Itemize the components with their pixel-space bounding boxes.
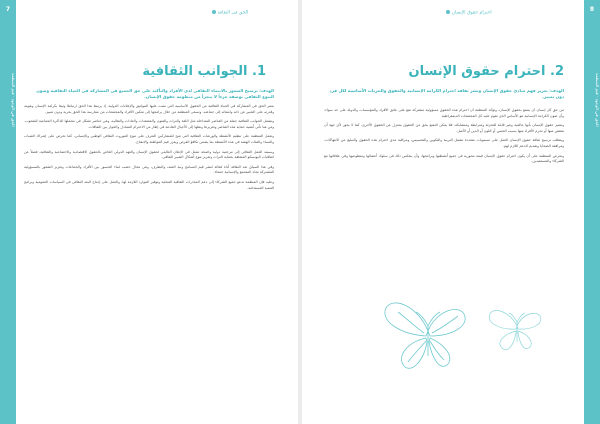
left-page-number: 7	[5, 6, 11, 13]
body-paragraph: وتشمل الجوانب الثقافية جملة من العناصر المتداخلة مثل اللغة والتراث والفنون والمعتقدات والعادات والتقاليد، وهي عناصر تشكل في مجملها الذاكرة الجماعية للشعوب. ومن هنا تأتي أهمية حماية هذه العناصر وتعزيزها ونقلها إلى الأجيال القادمة في إطار من الاحترام المتبادل والحوار بين الثقافات.	[24, 119, 274, 129]
right-body-text	[324, 108, 564, 278]
right-page-number: 8	[589, 6, 595, 13]
right-running-head	[444, 10, 492, 16]
right-side-band	[584, 0, 600, 424]
bullet-dot-icon	[212, 10, 216, 14]
body-paragraph: وفي هذا السياق تعد الثقافة أداة فعالة لنشر قيم التسامح ونبذ العنف والتطرف، وهي مجال خصب لبناء الجسور بين الأفراد والجماعات وتعزيز الشعور بالمسؤولية المشتركة تجاه المجتمع والإنسانية جمعاء.	[24, 164, 274, 175]
left-band-text: الحق في الوجود · قيم المنظمة	[11, 73, 16, 127]
left-page	[0, 0, 298, 424]
body-paragraph: ويتطلب ترسيخ ثقافة حقوق الإنسان العمل على مستويات متعددة تشمل التربية والتكوين والتحسيس، ومراقبة مدى احترام هذه الحقوق والتبليغ عن الانتهاكات، ومرافقة الضحايا وتقديم الدعم اللازم لهم.	[324, 138, 564, 148]
butterfly-small-icon	[486, 300, 548, 358]
left-running-head	[210, 10, 248, 16]
body-paragraph: وتحرص المنظمة على أن يكون احترام حقوق الإنسان قيمة محورية في جميع أنشطتها وبرامجها، وأن ينعكس ذلك في سلوك أعضائها ومتطوعيها وفي علاقاتها مع الشركاء والمستفيدين.	[324, 153, 564, 164]
right-running-head-label: احترام حقوق الإنسان	[451, 10, 492, 16]
body-paragraph: وعليه فإن المنظمة تدعو جميع الشركاء إلى دعم المبادرات الثقافية المحلية وتوفير الموارد اللازمة لها، والعمل على إدماج البعد الثقافي في السياسات العمومية وبرامج التنمية المستدامة.	[24, 179, 274, 190]
right-section-title: 2. احترام حقوق الإنسان	[408, 64, 564, 79]
body-paragraph: وتتميز حقوق الإنسان بأنها عالمية وغير قابلة للتجزئة ومترابطة ومتشابكة، فلا يمكن التمتع بحق من الحقوق بمعزل عن الحقوق الأخرى، كما لا يجوز لأي جهة أن تنتقص منها أو تحرم الأفراد منها بسبب الجنس أو اللون أو الدين أو الأصل.	[324, 123, 564, 133]
left-section-title: 1. الجوانب الثقافية	[142, 64, 266, 79]
right-band-text: الحق في الوجود · قيم المنظمة	[595, 73, 600, 127]
left-lead-paragraph: الهدف: ترسيخ الشعور بالانتماء الثقافي لدى الأفراد والتأكيد على حق الجميع في المشاركة في الحياة الثقافية وصون التنوع الثقافي بوصفه جزءاً لا يتجزأ من منظومة حقوق الإنسان.	[36, 88, 274, 99]
body-paragraph: يعتبر الحق في المشاركة في الحياة الثقافية من الحقوق الأساسية التي نصت عليها المواثيق والإعلانات الدولية، إذ يرتبط هذا الحق ارتباطاً وثيقاً بكرامة الإنسان وهويته وقدرته على التعبير عن ذاته وانتمائه إلى جماعته. وتسعى المنظمة من خلال برامجها إلى تمكين الأفراد والمجتمعات من ممارسة هذا الحق بحرية ودون تمييز.	[24, 104, 274, 114]
left-running-head-label: الحق في الثقافة	[217, 10, 249, 16]
body-paragraph: ويستند العمل الثقافي إلى مرجعية دولية واضحة تتمثل في الإعلان العالمي لحقوق الإنسان والعهد الدولي الخاص بالحقوق الاقتصادية والاجتماعية والثقافية، فضلاً عن اتفاقيات اليونسكو المتعلقة بحماية التراث وتعزيز تنوع أشكال التعبير الثقافي.	[24, 149, 274, 160]
body-paragraph: من حق كل إنسان أن يتمتع بحقوق الإنسان، وتؤكد المنظمة أن احترام هذه الحقوق مسؤولية مشتركة تقع على عاتق الأفراد والمؤسسات والدولة على حد سواء، وأن صون الكرامة الإنسانية هو الأساس الذي تقوم عليه كل المجتمعات الديمقراطية.	[324, 108, 564, 118]
right-lead-paragraph: الهدف: تعزيز فهم مبادئ حقوق الإنسان ونشر ثقافة احترام الكرامة الإنسانية والحقوق والحريات الأساسية لكل فرد دون تمييز.	[329, 88, 564, 99]
left-side-band	[0, 0, 16, 424]
body-paragraph: وتعمل المنظمة على تنظيم الأنشطة والورشات الثقافية التي تتيح للمشاركين التعرف على تنوع الموروث الثقافي الوطني والإنساني، كما تحرص على إشراك الشباب والنساء والفئات الهشة في هذه الأنشطة بما يضمن تكافؤ الفرص ويعزز قيم المواطنة والانفتاح.	[24, 134, 274, 144]
bullet-dot-icon	[446, 10, 450, 14]
butterfly-large-icon	[378, 286, 478, 386]
left-body-text	[24, 104, 274, 394]
